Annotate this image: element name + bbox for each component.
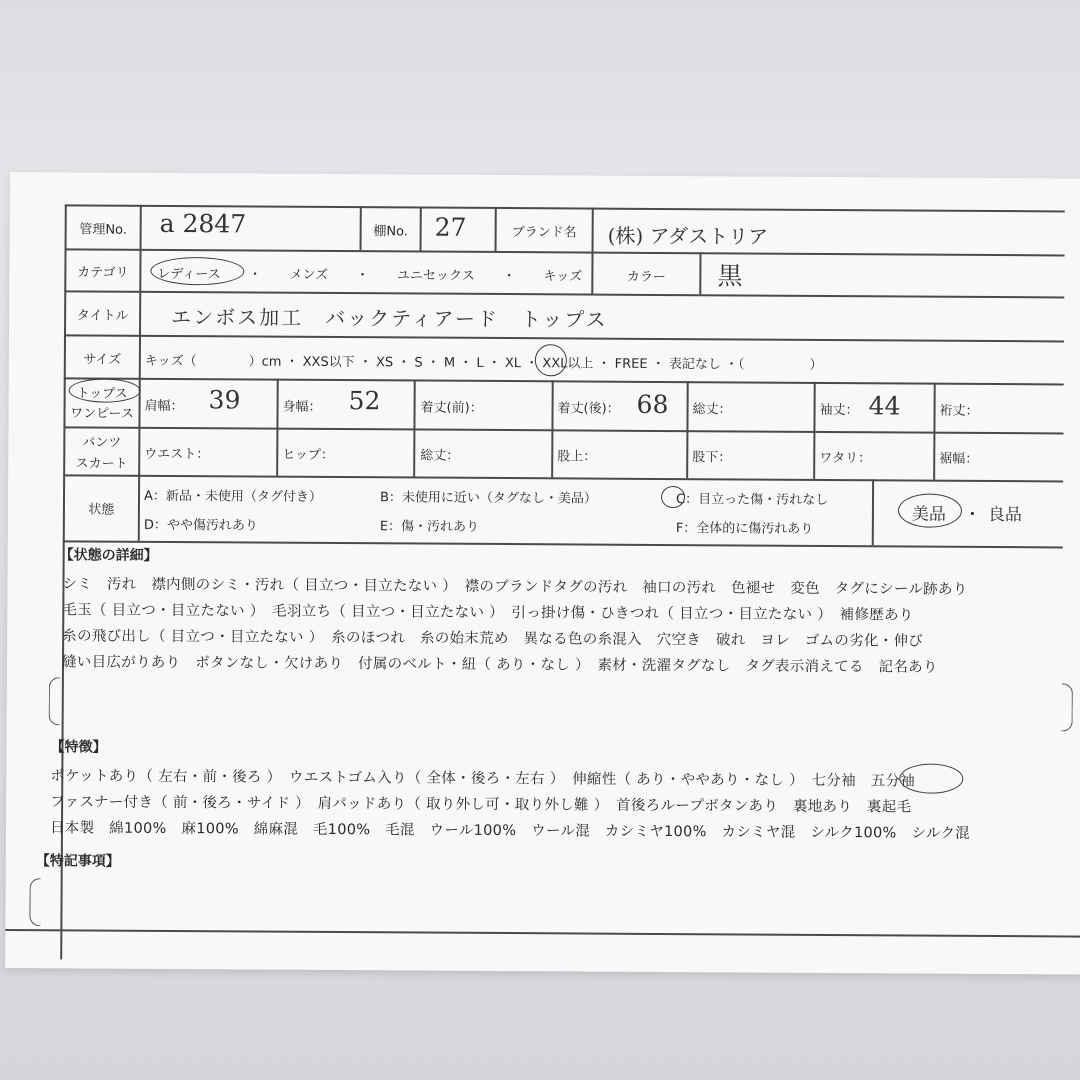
hip-label: ヒップ： [282, 447, 334, 463]
condition-c: C：目立った傷・汚れなし [675, 492, 829, 509]
details-line: 縫い目広がりあり ボタンなし・欠けあり 付属のベルト・紐（ あり・なし ） 素材・洗濯タグなし タグ表示消えてる 記名あり [61, 654, 938, 676]
size-options: キッズ（ ）cm ・ XXS以下 ・ XS ・ S ・ M ・ L ・ XL ・ XXL以上 ・ FREE ・ 表記なし ・（ ） [144, 353, 823, 373]
details-bracket-left [49, 677, 60, 725]
yuki-length-label: 裄丈： [939, 403, 979, 419]
row-divider [63, 426, 1063, 434]
notes-bracket-left [29, 878, 40, 926]
condition-d: D：やや傷汚れあり [143, 517, 258, 534]
cell-divider [933, 383, 935, 480]
category-mens: メンズ [289, 267, 329, 283]
selected-type-circle [69, 378, 141, 402]
row-divider [64, 334, 1064, 342]
cell-divider [551, 380, 553, 477]
label-column-divider [138, 205, 142, 541]
title-value: エンボス加工 バックティアード トップス [171, 304, 608, 332]
cell-divider [872, 479, 874, 545]
rise-label: 股上： [557, 449, 597, 465]
tops-label: トップス [76, 386, 128, 402]
selected-size-circle [535, 344, 567, 376]
shoulder-width-label: 肩幅： [144, 398, 184, 415]
grade-good: 良品 [987, 504, 1022, 526]
features-heading: 【特徴】 [50, 739, 107, 756]
row-divider [64, 377, 1064, 385]
shelf-no-label: 棚No. [373, 224, 408, 240]
details-bracket-right [1062, 683, 1073, 731]
features-line: ファスナー付き（ 前・後ろ・サイド ） 肩パッドあり（ 取り外し可・取り外し難 ） 首後ろループボタンあり 裏地あり 裏起毛 [50, 794, 912, 816]
waist-label: ウエスト： [144, 446, 210, 463]
selected-sleeve-circle [899, 763, 963, 793]
thigh-label: ワタリ： [819, 450, 872, 467]
length-front-label: 着丈(前)： [420, 400, 483, 416]
selected-condition-circle [661, 486, 685, 508]
brand-value: (株) アダストリア [607, 223, 769, 249]
color-value: 黒 [717, 261, 743, 291]
title-label: タイトル [76, 308, 129, 324]
shoulder-width-value: 39 [208, 385, 241, 415]
notes-heading: 【特記事項】 [35, 853, 120, 870]
sleeve-length-label: 袖丈： [819, 402, 859, 419]
row-divider [65, 248, 1065, 256]
onepiece-label: ワンピース [70, 406, 134, 422]
grade-good-looking: 美品 [911, 504, 946, 525]
category-unisex: ユニセックス [396, 268, 475, 284]
product-info-card [5, 172, 1080, 975]
separator: ・ [963, 504, 981, 525]
category-ladies: レディース [157, 266, 221, 283]
mgmt-no-label: 管理No. [79, 222, 127, 238]
cell-divider [420, 207, 422, 251]
cell-divider [813, 382, 815, 479]
cell-divider [276, 379, 278, 476]
hem-width-label: 裾幅： [939, 451, 979, 467]
length-back-value: 68 [636, 389, 669, 420]
features-line: ポケットあり（ 左右・前・後ろ ） ウエストゴム入り（ 全体・後ろ・左右 ） 伸縮性（ あり・ややあり・なし ） 七分袖 五分袖 [50, 768, 916, 790]
body-width-value: 52 [348, 386, 381, 416]
row-divider [64, 290, 1064, 298]
skirt-label: スカート [75, 456, 128, 472]
condition-b: B：未使用に近い（タグなし・美品） [379, 490, 597, 507]
inseam-label: 股下： [692, 450, 732, 466]
features-line: 日本製 綿100% 麻100% 綿麻混 毛100% 毛混 ウール100% ウール混 カシミヤ100% カシミヤ混 シルク100% シルク混 [49, 820, 971, 842]
separator: ・ [248, 267, 262, 283]
condition-label: 状態 [88, 502, 115, 518]
total-length-label: 総丈： [692, 402, 732, 418]
shelf-no-value: 27 [434, 212, 467, 242]
details-line: 毛玉（ 目立つ・目立たない ） 毛羽立ち（ 目立つ・目立たない ） 引っ掛け傷・ひきつれ（ 目立つ・目立たない ） 補修歴あり [62, 602, 914, 624]
category-kids: キッズ [543, 269, 583, 285]
selected-grade-circle [898, 493, 962, 527]
row-divider [63, 540, 1063, 548]
separator: ・ [355, 268, 370, 284]
length-back-label: 着丈(後)： [557, 401, 620, 417]
size-label: サイズ [83, 352, 122, 368]
cell-divider [686, 381, 688, 478]
pants-label: パンツ [82, 435, 122, 451]
pants-total-length-label: 総丈： [420, 448, 460, 464]
category-label: カテゴリ [77, 265, 129, 281]
brand-label: ブランド名 [511, 225, 577, 241]
cell-divider [413, 379, 415, 476]
condition-f: F：全体的に傷汚れあり [675, 521, 814, 537]
condition-a: A：新品・未使用（タグ付き） [143, 488, 322, 505]
condition-e: E：傷・汚れあり [379, 519, 480, 535]
sleeve-length-value: 44 [868, 391, 901, 421]
body-width-label: 身幅： [282, 399, 322, 415]
details-line: シミ 汚れ 襟内側のシミ・汚れ（ 目立つ・目立たない ） 襟のブランドタグの汚れ 袖口の汚れ 色褪せ 変色 タグにシール跡あり [62, 576, 968, 598]
color-label: カラー [626, 269, 666, 286]
separator: ・ [502, 269, 516, 285]
details-line: 糸の飛び出し（ 目立つ・目立たない ） 糸のほつれ 糸の始末荒め 異なる色の糸混入 穴空き 破れ ヨレ ゴムの劣化・伸び [62, 628, 924, 650]
mgmt-no-value: a 2847 [159, 208, 247, 239]
row-divider [63, 474, 1063, 482]
details-heading: 【状態の詳細】 [59, 547, 158, 564]
table-border-bottom [5, 929, 1080, 938]
selected-mark-circle [150, 257, 244, 286]
cell-divider [699, 252, 701, 294]
